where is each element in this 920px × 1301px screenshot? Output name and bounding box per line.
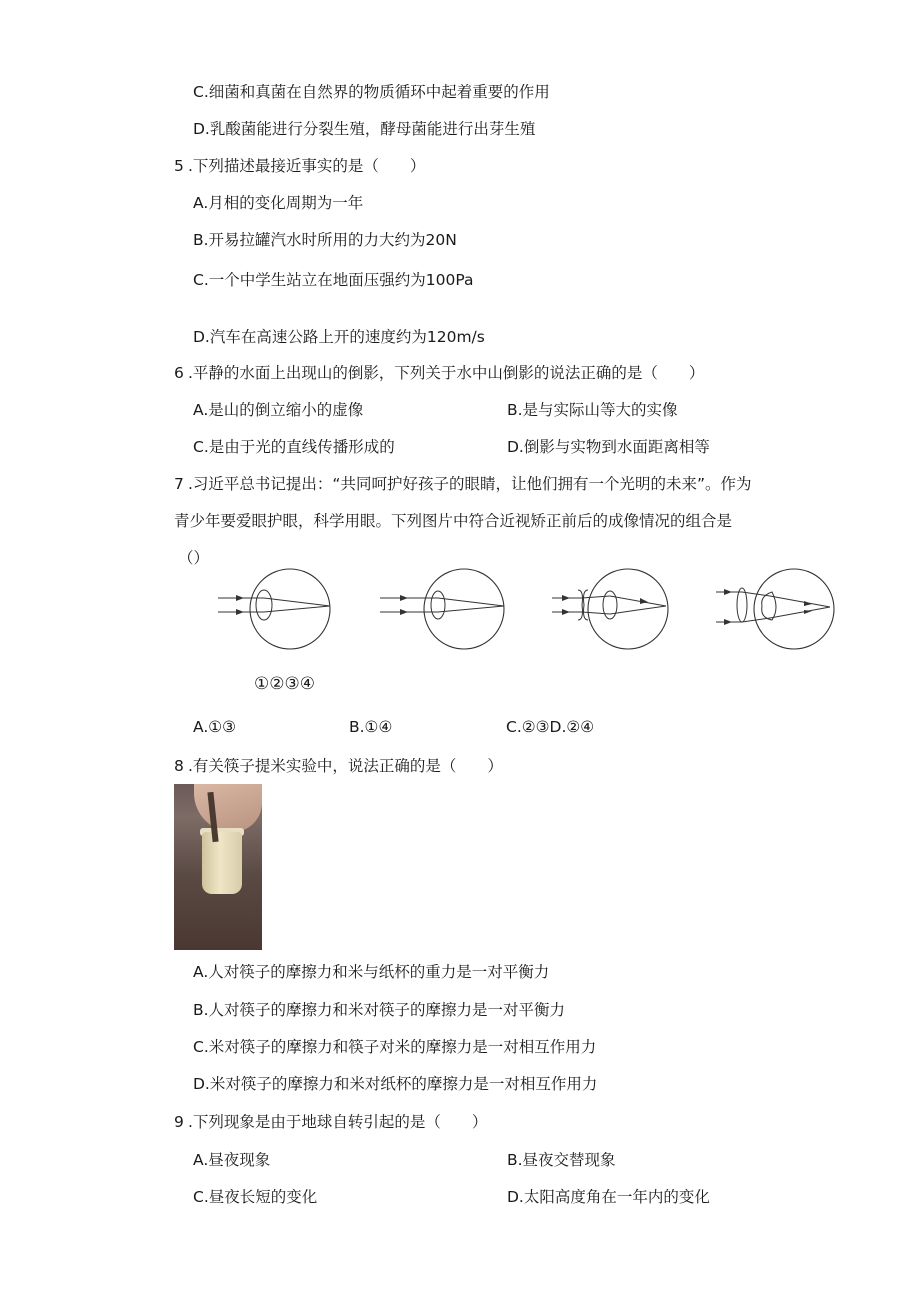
q5-number: 5	[174, 157, 184, 175]
q8-option-c: C.米对筷子的摩擦力和筷子对米的摩擦力是一对相互作用力	[193, 1038, 597, 1056]
q8-option-a: A.人对筷子的摩擦力和米与纸杯的重力是一对平衡力	[193, 963, 550, 981]
chopstick-rice-photo	[174, 784, 262, 950]
q9-number: 9	[174, 1113, 184, 1131]
q5-option-c: C.一个中学生站立在地面压强约为100Pa	[193, 271, 474, 289]
eye-diagram-4	[712, 568, 836, 650]
eye-diagram-1	[214, 568, 334, 650]
q4-option-d: D.乳酸菌能进行分裂生殖，酵母菌能进行出芽生殖	[193, 120, 536, 138]
q9-option-c: C.昼夜长短的变化	[193, 1188, 318, 1206]
q6-option-b: B.是与实际山等大的实像	[507, 401, 678, 419]
q5-option-b: B.开易拉罐汽水时所用的力大约为20N	[193, 231, 457, 249]
q9-stem: .下列现象是由于地球自转引起的是（ ）	[188, 1113, 488, 1131]
q8-option-b: B.人对筷子的摩擦力和米对筷子的摩擦力是一对平衡力	[193, 1001, 566, 1019]
q7-option-b: B.①④	[349, 718, 393, 736]
q7-figure-labels: ①②③④	[254, 674, 315, 694]
q6-stem: .平静的水面上出现山的倒影，下列关于水中山倒影的说法正确的是（ ）	[188, 364, 705, 382]
hand-shape	[194, 784, 262, 832]
q9-option-d: D.太阳高度角在一年内的变化	[507, 1188, 710, 1206]
q8-stem: .有关筷子提米实验中，说法正确的是（ ）	[188, 757, 503, 775]
q9-option-a: A.昼夜现象	[193, 1151, 271, 1169]
eye-diagram-2	[376, 568, 506, 650]
q7-stem-line1: .习近平总书记提出：“共同呵护好孩子的眼睛，让他们拥有一个光明的未来”。作为	[188, 475, 752, 493]
eye-diagram-3	[548, 568, 672, 650]
q9-option-b: B.昼夜交替现象	[507, 1151, 616, 1169]
q6-option-a: A.是山的倒立缩小的虚像	[193, 401, 364, 419]
q6-number: 6	[174, 364, 184, 382]
q4-option-c: C.细菌和真菌在自然界的物质循环中起着重要的作用	[193, 83, 550, 101]
q7-option-cd: C.②③D.②④	[506, 718, 595, 736]
q8-option-d: D.米对筷子的摩擦力和米对纸杯的摩擦力是一对相互作用力	[193, 1075, 598, 1093]
q6-option-c: C.是由于光的直线传播形成的	[193, 438, 395, 456]
q7-stem-line3: （）	[178, 549, 210, 567]
q5-option-d: D.汽车在高速公路上开的速度约为120m∕s	[193, 328, 485, 346]
q8-number: 8	[174, 757, 184, 775]
q5-option-a: A.月相的变化周期为一年	[193, 194, 364, 212]
q7-number: 7	[174, 475, 184, 493]
q7-stem-line2: 青少年要爱眼护眼，科学用眼。下列图片中符合近视矫正前后的成像情况的组合是	[174, 512, 733, 530]
q5-stem: .下列描述最接近事实的是（ ）	[188, 157, 426, 175]
q6-option-d: D.倒影与实物到水面距离相等	[507, 438, 710, 456]
q7-option-a: A.①③	[193, 718, 237, 736]
rice-cup-shape	[202, 832, 242, 894]
